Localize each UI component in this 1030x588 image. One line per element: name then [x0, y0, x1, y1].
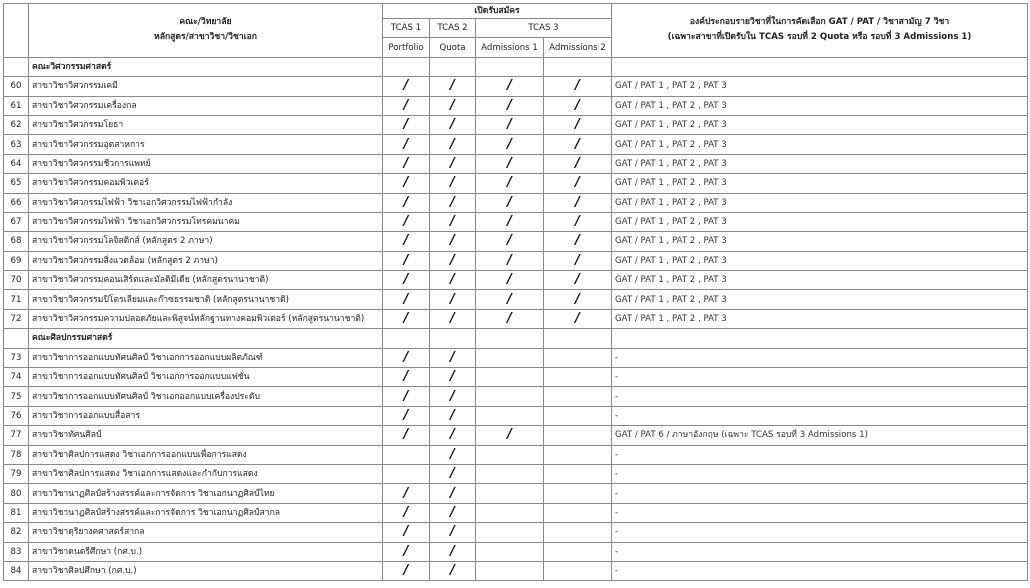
criteria-text: GAT / PAT 1 , PAT 2 , PAT 3 — [612, 251, 1028, 270]
admissions2-mark: / — [544, 135, 612, 154]
admissions1-mark: / — [476, 271, 544, 290]
program-name: สาขาวิชาศิลปการแสดง วิชาเอกการแสดงและกำกับการแสดง — [29, 464, 383, 483]
portfolio-mark: / — [383, 387, 430, 406]
row-number: 80 — [4, 484, 29, 503]
quota-mark: / — [430, 96, 476, 115]
criteria-text: GAT / PAT 1 , PAT 2 , PAT 3 — [612, 290, 1028, 309]
criteria-text: - — [612, 368, 1028, 387]
admissions1-mark — [476, 561, 544, 580]
section-header-row — [4, 329, 1028, 348]
quota-mark: / — [430, 523, 476, 542]
portfolio-mark: / — [383, 77, 430, 96]
table-row — [4, 348, 1028, 367]
admissions1-mark: / — [476, 426, 544, 445]
admissions1-mark — [476, 542, 544, 561]
section-mark-cell — [430, 329, 476, 348]
table-row — [4, 464, 1028, 483]
quota-mark: / — [430, 561, 476, 580]
header-admissions2: Admissions 2 — [544, 38, 612, 57]
admissions1-mark: / — [476, 232, 544, 251]
portfolio-mark: / — [383, 503, 430, 522]
quota-mark: / — [430, 251, 476, 270]
program-name: สาขาวิชาศิลปการแสดง วิชาเอกการออกแบบเพื่อการแสดง — [29, 445, 383, 464]
admissions2-mark — [544, 348, 612, 367]
admissions2-mark: / — [544, 271, 612, 290]
table-row — [4, 174, 1028, 193]
section-criteria-cell — [612, 329, 1028, 348]
program-name: สาขาวิชาศิลปศึกษา (กศ.บ.) — [29, 561, 383, 580]
quota-mark: / — [430, 406, 476, 425]
criteria-text: GAT / PAT 1 , PAT 2 , PAT 3 — [612, 271, 1028, 290]
program-name: สาขาวิชาวิศวกรรมอุตสาหการ — [29, 135, 383, 154]
row-number: 64 — [4, 154, 29, 173]
portfolio-mark: / — [383, 193, 430, 212]
program-name: สาขาวิชาวิศวกรรมชีวการแพทย์ — [29, 154, 383, 173]
portfolio-mark: / — [383, 154, 430, 173]
section-title: คณะวิศวกรรมศาสตร์ — [29, 57, 383, 76]
program-name: สาขาวิชาวิศวกรรมปิโตรเลียมและก๊าซธรรมชาติ (หลักสูตรนานาชาติ) — [29, 290, 383, 309]
quota-mark: / — [430, 135, 476, 154]
portfolio-mark — [383, 464, 430, 483]
admissions2-mark — [544, 464, 612, 483]
program-name: สาขาวิชาวิศวกรรมโยธา — [29, 115, 383, 134]
admissions1-mark — [476, 445, 544, 464]
table-row — [4, 426, 1028, 445]
quota-mark: / — [430, 77, 476, 96]
portfolio-mark: / — [383, 212, 430, 231]
section-mark-cell — [544, 329, 612, 348]
row-number: 79 — [4, 464, 29, 483]
criteria-text: - — [612, 464, 1028, 483]
program-name: สาขาวิชาวิศวกรรมเครื่องกล — [29, 96, 383, 115]
table-row — [4, 561, 1028, 580]
admissions1-mark: / — [476, 212, 544, 231]
criteria-text: - — [612, 503, 1028, 522]
admissions1-mark: / — [476, 174, 544, 193]
program-name: สาขาวิชานาฏศิลป์สร้างสรรค์และการจัดการ วิชาเอกนาฏศิลป์ไทย — [29, 484, 383, 503]
quota-mark: / — [430, 387, 476, 406]
header-portfolio: Portfolio — [383, 38, 430, 57]
quota-mark: / — [430, 426, 476, 445]
admissions1-mark — [476, 387, 544, 406]
program-name: สาขาวิชาวิศวกรรมสิ่งแวดล้อม (หลักสูตร 2 ภาษา) — [29, 251, 383, 270]
criteria-text: GAT / PAT 1 , PAT 2 , PAT 3 — [612, 154, 1028, 173]
portfolio-mark: / — [383, 484, 430, 503]
header-tcas2: TCAS 2 — [430, 19, 476, 38]
program-name: สาขาวิชาการออกแบบทัศนศิลป์ วิชาเอกการออกแบบแฟชั่น — [29, 368, 383, 387]
header-tcas1: TCAS 1 — [383, 19, 430, 38]
table-row — [4, 368, 1028, 387]
program-name: สาขาวิชาดุริยางคศาสตร์สากล — [29, 523, 383, 542]
table-row — [4, 406, 1028, 425]
portfolio-mark: / — [383, 232, 430, 251]
admissions1-mark: / — [476, 309, 544, 328]
quota-mark: / — [430, 174, 476, 193]
portfolio-mark: / — [383, 406, 430, 425]
criteria-text: - — [612, 484, 1028, 503]
criteria-text: GAT / PAT 1 , PAT 2 , PAT 3 — [612, 174, 1028, 193]
admissions2-mark — [544, 426, 612, 445]
section-mark-cell — [383, 329, 430, 348]
section-mark-cell — [430, 57, 476, 76]
portfolio-mark: / — [383, 174, 430, 193]
header-tcas3: TCAS 3 — [476, 19, 612, 38]
admissions2-mark — [544, 406, 612, 425]
quota-mark: / — [430, 193, 476, 212]
admissions2-mark: / — [544, 290, 612, 309]
admissions2-mark — [544, 503, 612, 522]
section-mark-cell — [476, 329, 544, 348]
header-number-cell — [4, 4, 29, 58]
portfolio-mark: / — [383, 542, 430, 561]
program-name: สาขาวิชาดนตรีศึกษา (กศ.บ.) — [29, 542, 383, 561]
row-number: 66 — [4, 193, 29, 212]
admissions2-mark: / — [544, 96, 612, 115]
admissions2-mark — [544, 445, 612, 464]
admissions1-mark — [476, 406, 544, 425]
quota-mark: / — [430, 271, 476, 290]
admissions1-mark — [476, 523, 544, 542]
admissions1-mark: / — [476, 135, 544, 154]
section-mark-cell — [544, 57, 612, 76]
admissions1-mark: / — [476, 251, 544, 270]
admissions1-mark: / — [476, 96, 544, 115]
admissions1-mark: / — [476, 290, 544, 309]
admissions2-mark: / — [544, 154, 612, 173]
row-number: 72 — [4, 309, 29, 328]
header-faculty-line2: หลักสูตร/สาขาวิชา/วิชาเอก — [154, 32, 257, 43]
row-number: 77 — [4, 426, 29, 445]
admissions-table — [3, 3, 1028, 581]
row-number: 82 — [4, 523, 29, 542]
row-number: 68 — [4, 232, 29, 251]
admissions2-mark: / — [544, 212, 612, 231]
row-number: 63 — [4, 135, 29, 154]
portfolio-mark — [383, 445, 430, 464]
table-row — [4, 115, 1028, 134]
quota-mark: / — [430, 290, 476, 309]
portfolio-mark: / — [383, 271, 430, 290]
table-row — [4, 135, 1028, 154]
admissions1-mark — [476, 503, 544, 522]
criteria-text: GAT / PAT 1 , PAT 2 , PAT 3 — [612, 309, 1028, 328]
section-criteria-cell — [612, 57, 1028, 76]
quota-mark: / — [430, 115, 476, 134]
quota-mark: / — [430, 309, 476, 328]
table-row — [4, 503, 1028, 522]
header-criteria-line1: องค์ประกอบรายวิชาที่ในการคัดเลือก GAT / PAT / วิชาสามัญ 7 วิชา — [689, 17, 950, 28]
quota-mark: / — [430, 154, 476, 173]
table-row — [4, 271, 1028, 290]
row-number: 73 — [4, 348, 29, 367]
admissions2-mark: / — [544, 77, 612, 96]
section-title: คณะศิลปกรรมศาสตร์ — [29, 329, 383, 348]
admissions2-mark: / — [544, 115, 612, 134]
admissions2-mark — [544, 368, 612, 387]
row-number: 65 — [4, 174, 29, 193]
program-name: สาขาวิชาการออกแบบทัศนศิลป์ วิชาเอกการออกแบบผลิตภัณฑ์ — [29, 348, 383, 367]
table-row — [4, 154, 1028, 173]
criteria-text: - — [612, 561, 1028, 580]
quota-mark: / — [430, 348, 476, 367]
criteria-text: - — [612, 445, 1028, 464]
admissions2-mark — [544, 561, 612, 580]
admissions2-mark — [544, 484, 612, 503]
portfolio-mark: / — [383, 561, 430, 580]
header-admissions1: Admissions 1 — [476, 38, 544, 57]
row-number: 69 — [4, 251, 29, 270]
admissions2-mark: / — [544, 251, 612, 270]
portfolio-mark: / — [383, 290, 430, 309]
criteria-text: - — [612, 542, 1028, 561]
row-number: 62 — [4, 115, 29, 134]
table-row — [4, 251, 1028, 270]
row-number: 81 — [4, 503, 29, 522]
row-number: 75 — [4, 387, 29, 406]
program-name: สาขาวิชานาฏศิลป์สร้างสรรค์และการจัดการ วิชาเอกนาฏศิลป์สากล — [29, 503, 383, 522]
portfolio-mark: / — [383, 309, 430, 328]
program-name: สาขาวิชาการออกแบบสื่อสาร — [29, 406, 383, 425]
row-number: 76 — [4, 406, 29, 425]
portfolio-mark: / — [383, 348, 430, 367]
row-number: 70 — [4, 271, 29, 290]
admissions1-mark: / — [476, 154, 544, 173]
program-name: สาขาวิชาทัศนศิลป์ — [29, 426, 383, 445]
portfolio-mark: / — [383, 426, 430, 445]
criteria-text: - — [612, 387, 1028, 406]
admissions2-mark — [544, 387, 612, 406]
admissions2-mark: / — [544, 232, 612, 251]
quota-mark: / — [430, 212, 476, 231]
admissions2-mark: / — [544, 309, 612, 328]
row-number: 67 — [4, 212, 29, 231]
quota-mark: / — [430, 464, 476, 483]
table-row — [4, 232, 1028, 251]
header-faculty-cell — [29, 4, 383, 58]
row-number: 83 — [4, 542, 29, 561]
header-criteria-line2: (เฉพาะสาขาที่เปิดรับใน TCAS รอบที่ 2 Quota หรือ รอบที่ 3 Admissions 1) — [667, 32, 972, 43]
portfolio-mark: / — [383, 368, 430, 387]
table-row — [4, 290, 1028, 309]
criteria-text: GAT / PAT 6 / ภาษาอังกฤษ (เฉพาะ TCAS รอบที่ 3 Admissions 1) — [612, 426, 1028, 445]
program-name: สาขาวิชาวิศวกรรมคอนเสิร์ตและมัลติมีเดีย (หลักสูตรนานาชาติ) — [29, 271, 383, 290]
section-mark-cell — [383, 57, 430, 76]
row-number: 71 — [4, 290, 29, 309]
row-number: 60 — [4, 77, 29, 96]
header-quota: Quota — [430, 38, 476, 57]
program-name: สาขาวิชาวิศวกรรมไฟฟ้า วิชาเอกวิศวกรรมไฟฟ้ากำลัง — [29, 193, 383, 212]
table-row — [4, 542, 1028, 561]
admissions1-mark — [476, 464, 544, 483]
portfolio-mark: / — [383, 523, 430, 542]
program-name: สาขาวิชาวิศวกรรมไฟฟ้า วิชาเอกวิศวกรรมโทรคมนาคม — [29, 212, 383, 231]
quota-mark: / — [430, 484, 476, 503]
admissions1-mark: / — [476, 77, 544, 96]
section-mark-cell — [476, 57, 544, 76]
table-row — [4, 77, 1028, 96]
section-number-cell — [4, 329, 29, 348]
header-open-label: เปิดรับสมัคร — [383, 4, 612, 19]
quota-mark: / — [430, 503, 476, 522]
admissions1-mark: / — [476, 115, 544, 134]
section-number-cell — [4, 57, 29, 76]
admissions1-mark — [476, 484, 544, 503]
portfolio-mark: / — [383, 135, 430, 154]
header-faculty-line1: คณะ/วิทยาลัย — [179, 17, 232, 28]
table-row — [4, 445, 1028, 464]
criteria-text: GAT / PAT 1 , PAT 2 , PAT 3 — [612, 212, 1028, 231]
table-row — [4, 484, 1028, 503]
program-name: สาขาวิชาวิศวกรรมความปลอดภัยและพิสูจน์หลักฐานทางคอมพิวเตอร์ (หลักสูตรนานาชาติ) — [29, 309, 383, 328]
program-name: สาขาวิชาวิศวกรรมเคมี — [29, 77, 383, 96]
criteria-text: GAT / PAT 1 , PAT 2 , PAT 3 — [612, 193, 1028, 212]
criteria-text: GAT / PAT 1 , PAT 2 , PAT 3 — [612, 135, 1028, 154]
admissions1-mark — [476, 368, 544, 387]
admissions1-mark: / — [476, 193, 544, 212]
table-row — [4, 212, 1028, 231]
portfolio-mark: / — [383, 115, 430, 134]
criteria-text: GAT / PAT 1 , PAT 2 , PAT 3 — [612, 115, 1028, 134]
row-number: 78 — [4, 445, 29, 464]
table-row — [4, 96, 1028, 115]
quota-mark: / — [430, 232, 476, 251]
criteria-text: GAT / PAT 1 , PAT 2 , PAT 3 — [612, 96, 1028, 115]
admissions2-mark: / — [544, 193, 612, 212]
row-number: 84 — [4, 561, 29, 580]
row-number: 61 — [4, 96, 29, 115]
quota-mark: / — [430, 368, 476, 387]
program-name: สาขาวิชาวิศวกรรมคอมพิวเตอร์ — [29, 174, 383, 193]
program-name: สาขาวิชาวิศวกรรมโลจิสติกส์ (หลักสูตร 2 ภาษา) — [29, 232, 383, 251]
portfolio-mark: / — [383, 251, 430, 270]
portfolio-mark: / — [383, 96, 430, 115]
table-row — [4, 309, 1028, 328]
header-criteria-cell — [612, 4, 1028, 58]
program-name: สาขาวิชาการออกแบบทัศนศิลป์ วิชาเอกออกแบบเครื่องประดับ — [29, 387, 383, 406]
section-header-row — [4, 57, 1028, 76]
row-number: 74 — [4, 368, 29, 387]
criteria-text: - — [612, 406, 1028, 425]
admissions2-mark: / — [544, 174, 612, 193]
admissions1-mark — [476, 348, 544, 367]
criteria-text: GAT / PAT 1 , PAT 2 , PAT 3 — [612, 77, 1028, 96]
table-row — [4, 387, 1028, 406]
table-row — [4, 523, 1028, 542]
table-body — [4, 57, 1028, 581]
table-row — [4, 193, 1028, 212]
quota-mark: / — [430, 445, 476, 464]
admissions2-mark — [544, 542, 612, 561]
quota-mark: / — [430, 542, 476, 561]
criteria-text: GAT / PAT 1 , PAT 2 , PAT 3 — [612, 232, 1028, 251]
criteria-text: - — [612, 348, 1028, 367]
admissions2-mark — [544, 523, 612, 542]
table-header — [4, 4, 1028, 58]
criteria-text: - — [612, 523, 1028, 542]
